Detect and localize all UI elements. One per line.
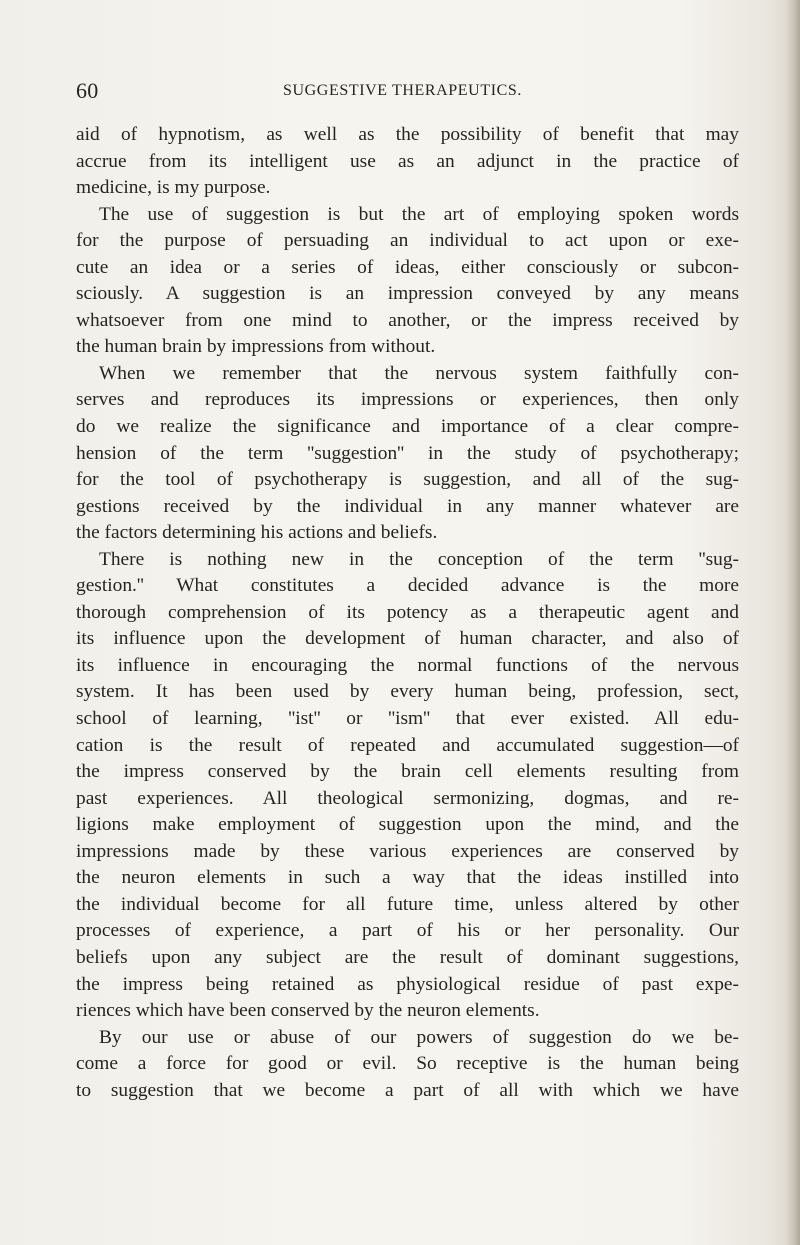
text-line: gestion.'' What constitutes a decided advance is the more	[76, 575, 739, 597]
text-line: sciously. A suggestion is an impression conveyed by any means	[76, 283, 739, 305]
text-line: the factors determining his actions and beliefs.	[76, 522, 438, 544]
page-number: 60	[76, 78, 99, 103]
text-line: come a force for good or evil. So receptive is the human being	[76, 1053, 739, 1075]
text-line: riences which have been conserved by the neuron elements.	[76, 1000, 540, 1022]
text-line: processes of experience, a part of his or her personality. Our	[76, 920, 739, 942]
text-line: the human brain by impressions from without.	[76, 336, 436, 358]
text-line: When we remember that the nervous system faithfully con-	[99, 362, 739, 384]
text-line: gestions received by the individual in any manner whatever are	[76, 495, 739, 517]
text-line: the neuron elements in such a way that the ideas instilled into	[76, 867, 739, 889]
text-line: past experiences. All theological sermonizing, dogmas, and re-	[76, 787, 739, 809]
page-edge-shadow	[786, 0, 800, 1245]
text-line: cute an idea or a series of ideas, either consciously or subcon-	[76, 256, 739, 278]
text-line: system. It has been used by every human being, profession, sect,	[76, 681, 739, 703]
text-line: beliefs upon any subject are the result of dominant suggestions,	[76, 946, 739, 968]
text-line: school of learning, ''ist'' or ''ism'' that ever existed. All edu-	[76, 708, 739, 730]
text-line: for the tool of psychotherapy is suggestion, and all of the sug-	[76, 469, 739, 491]
text-line: accrue from its intelligent use as an adjunct in the practice of	[76, 150, 739, 172]
text-line: the individual become for all future time, unless altered by other	[76, 893, 739, 915]
text-line: the impress being retained as physiological residue of past expe-	[76, 973, 739, 995]
text-line: medicine, is my purpose.	[76, 177, 271, 199]
text-line: serves and reproduces its impressions or experiences, then only	[76, 389, 739, 411]
text-line: The use of suggestion is but the art of employing spoken words	[99, 203, 739, 225]
text-line: thorough comprehension of its potency as a therapeutic agent and	[76, 601, 739, 623]
running-head	[76, 78, 739, 104]
text-line: for the purpose of persuading an individual to act upon or exe-	[76, 230, 739, 252]
text-line: its influence in encouraging the normal functions of the nervous	[76, 654, 739, 676]
text-line: to suggestion that we become a part of all with which we have	[76, 1079, 739, 1101]
running-title: SUGGESTIVE THERAPEUTICS.	[283, 82, 523, 99]
text-line: There is nothing new in the conception of the term ''sug-	[99, 548, 739, 570]
text-line: whatsoever from one mind to another, or the impress received by	[76, 309, 739, 331]
text-line: By our use or abuse of our powers of suggestion do we be-	[99, 1026, 739, 1048]
text-line: hension of the term ''suggestion'' in the study of psychotherapy;	[76, 442, 739, 464]
text-line: do we realize the significance and importance of a clear compre-	[76, 416, 739, 438]
text-line: its influence upon the development of human character, and also of	[76, 628, 739, 650]
text-line: the impress conserved by the brain cell elements resulting from	[76, 761, 739, 783]
text-line: aid of hypnotism, as well as the possibility of benefit that may	[76, 124, 739, 145]
text-line: ligions make employment of suggestion upon the mind, and the	[76, 814, 739, 836]
body-text	[76, 122, 739, 1104]
text-line: impressions made by these various experiences are conserved by	[76, 840, 739, 862]
text-line: cation is the result of repeated and accumulated suggestion—of	[76, 734, 739, 756]
